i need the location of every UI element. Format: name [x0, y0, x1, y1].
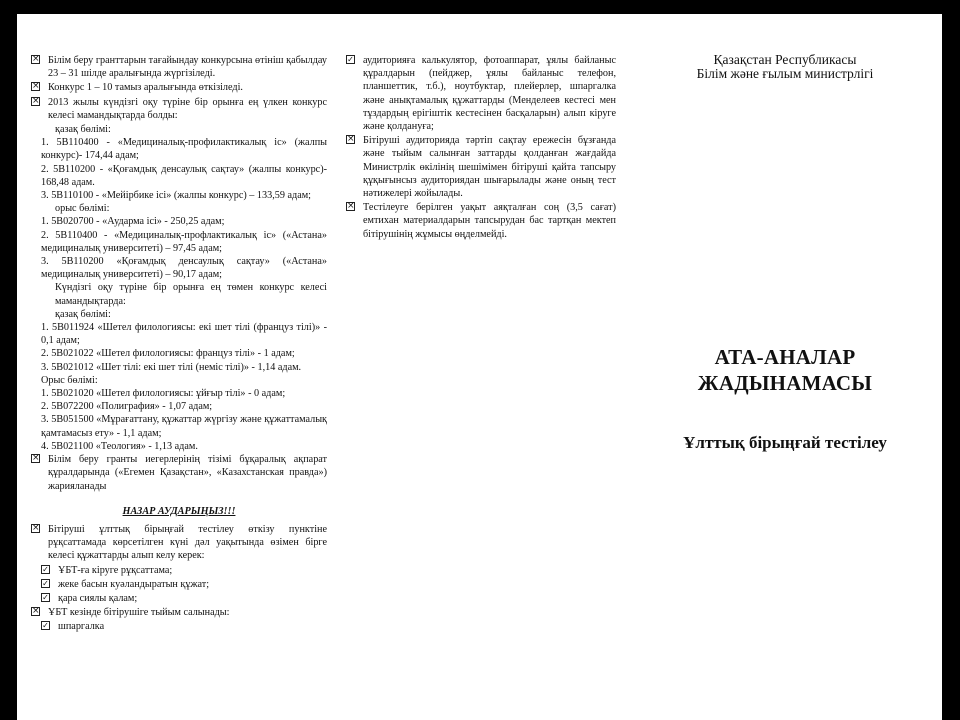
- left-column: [31, 54, 327, 635]
- specialty-line: 3. 5В021012 «Шет тілі: екі шет тілі (неміс тілі)» - 1,14 адам.: [41, 361, 302, 373]
- specialty-line: 2. 5В110200 - «Қоғамдық денсаулық сақтау» (жалпы конкурс)- 168,48 адам.: [41, 163, 327, 188]
- crossed-box-icon: [31, 97, 40, 106]
- attention-heading: НАЗАР АУДАРЫҢЫЗ!!!: [122, 505, 236, 517]
- bullet-item: × Конкурс 1 – 10 тамыз аралығында өткізіледі.: [31, 81, 327, 94]
- check-item: ✓ ҰБТ-ға кіруге рұқсаттама;: [41, 564, 327, 577]
- specialty-line: 2. 5В110400 - «Медициналық-профлактикалық іс» («Астана» медициналық университеті) – 97,45 адам;: [41, 229, 327, 254]
- checked-box-icon: [41, 565, 50, 574]
- bullet-item: × ҰБТ кезінде бітірушіге тыйым салынады:: [31, 606, 327, 619]
- bullet-item: × Бітіруші ұлттық бірыңғай тестілеу өткізу пунктіне рұқсаттамада көрсетілген күні дәл уақытында өзімен бірге келесі құжаттарды алып келу керек:: [31, 523, 327, 563]
- crossed-box-icon: [31, 454, 40, 463]
- check-item: ✓ жеке басын куәландыратын құжат;: [41, 578, 327, 591]
- bullet-item: × Бітіруші аудиторияда тәртіп сақтау ережесін бұзғанда және тыйым салынған заттарды қолданған жағдайда Министрлік өкілінің шешімімен бітіруші қайта тапсыру құқығынсыз аудиториядан шығарылады және оның тест нәтижелері жойылады.: [346, 134, 616, 200]
- bullet-item: × Білім беру гранттарын тағайындау конкурсына өтініш қабылдау 23 – 31 шілде аралығында жүргізіледі.: [31, 54, 327, 80]
- specialty-line: 3. 5В051500 «Мұрағаттану, құжаттар жүргізу және құжаттамалық қамтамасыз ету» - 1,1 адам;: [41, 414, 327, 439]
- brochure-page: [17, 14, 942, 720]
- crossed-box-icon: [31, 524, 40, 533]
- brochure-title: [649, 344, 921, 396]
- brochure-subtitle: Ұлттық бірыңғай тестілеу: [683, 433, 887, 452]
- section-label: қазақ бөлімі:: [55, 308, 111, 320]
- cover-column: [649, 52, 921, 452]
- bullet-item: × Тестілеуге берілген уақыт аяқталған соң (3,5 сағат) емтихан материалдарын тапсырудан бас тартқан мектеп бітірушінің жұмысы өңделмейді.: [346, 201, 616, 241]
- crossed-box-icon: [346, 202, 355, 211]
- specialty-line: 3. 5В110100 - «Мейірбике ісі» (жалпы конкурс) – 133,59 адам;: [41, 190, 311, 202]
- specialty-line: 1. 5В011924 «Шетел филологиясы: екі шет тілі (француз тілі)» - 0,1 адам;: [41, 322, 327, 347]
- specialty-line: 4. 5В021100 «Теология» - 1,13 адам.: [41, 440, 198, 452]
- checked-box-icon: [41, 579, 50, 588]
- check-item: ✓ аудиторияға калькулятор, фотоаппарат, ұялы байланыс құралдарын (пейджер, ұялы байланыс телефон, планшеттик, т.б.), ноутбуктар, плейерлер, шпаргалка және анықтамалық құжаттарды (Менделеев кестесі мен тұздардың ерігіштік кестесінен басқаларын) алып кіруге және қолдануға;: [346, 54, 616, 133]
- specialty-line: 2. 5В021022 «Шетел филологиясы: француз тілі» - 1 адам;: [41, 348, 295, 360]
- checked-box-icon: [41, 593, 50, 602]
- paragraph: Күндізгі оқу түріне бір орынға ең төмен конкурс келесі мамандықтарда:: [55, 282, 327, 307]
- specialty-line: 2. 5В072200 «Полиграфия» - 1,07 адам;: [41, 401, 213, 413]
- middle-column: [346, 54, 616, 242]
- ministry-name: Білім және ғылым министрлігі: [696, 66, 874, 81]
- bullet-item: × 2013 жылы күндізгі оқу түріне бір орынға ең үлкен конкурс келесі мамандықтарда болды:: [31, 96, 327, 122]
- specialty-line: 1. 5В020700 - «Аударма ісі» - 250,25 адам;: [41, 216, 225, 228]
- crossed-box-icon: [31, 55, 40, 64]
- specialty-line: 3. 5В110200 «Қоғамдық денсаулық сақтау» («Астана» медициналық университеті) – 90,17 адам;: [41, 256, 327, 281]
- specialty-line: 1. 5В021020 «Шетел филологиясы: ұйғыр тілі» - 0 адам;: [41, 388, 286, 400]
- check-item: ✓ қара сиялы қалам;: [41, 592, 327, 605]
- section-label: Орыс бөлімі:: [41, 374, 98, 386]
- crossed-box-icon: [31, 607, 40, 616]
- crossed-box-icon: [31, 82, 40, 91]
- bullet-item: × Білім беру гранты иегерлерінің тізімі бұқаралық ақпарат құралдарында («Егемен Қазақстан», «Казахстанская правда») жарияланады: [31, 453, 327, 493]
- country-name: Қазақстан Республикасы: [713, 52, 857, 67]
- title-line: АТА-АНАЛАР: [714, 345, 856, 369]
- checked-box-icon: [346, 55, 355, 64]
- title-line: ЖАДЫНАМАСЫ: [697, 371, 873, 395]
- specialty-line: 1. 5В110400 - «Медициналық-профилактикалық іс» (жалпы конкурс)- 174,44 адам;: [41, 137, 327, 162]
- section-label: қазақ бөлімі:: [55, 124, 111, 136]
- crossed-box-icon: [346, 135, 355, 144]
- section-label: орыс бөлімі:: [55, 203, 110, 215]
- checked-box-icon: [41, 621, 50, 630]
- check-item: ✓ шпаргалка: [41, 620, 327, 633]
